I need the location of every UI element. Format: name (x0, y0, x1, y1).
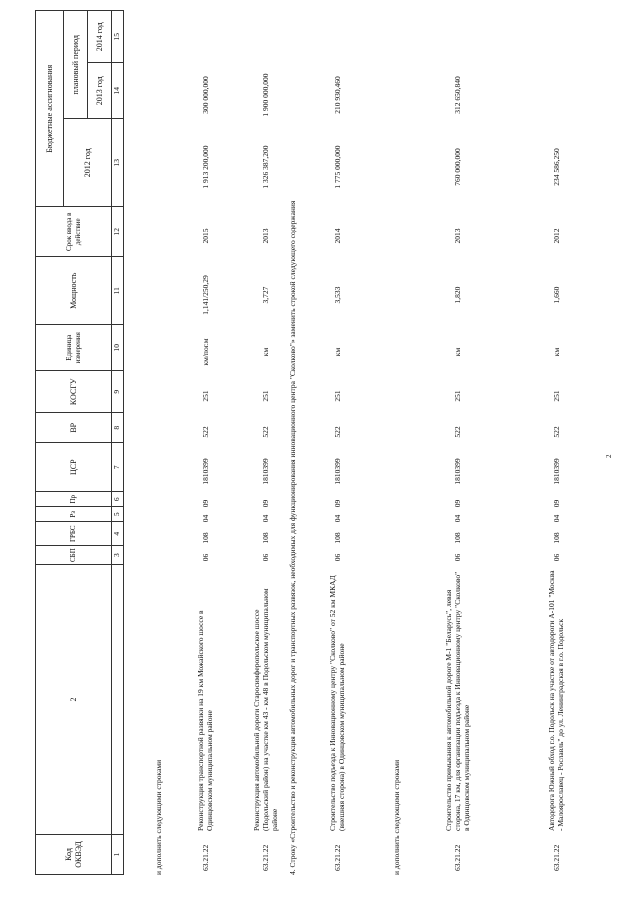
header-rz: Рз (36, 507, 112, 522)
col-number: 7 (112, 443, 124, 492)
row-rz: 04 (332, 514, 342, 523)
row-term: 2013 (452, 228, 462, 244)
row-vr: 522 (200, 426, 210, 438)
row-2013 (532, 67, 580, 123)
row-code: 63.21.22 (332, 844, 342, 871)
row-rz: 04 (260, 514, 270, 523)
row-sbp: 06 (452, 553, 462, 562)
col-number: 11 (112, 257, 124, 325)
row-sbp: 06 (332, 553, 342, 562)
header-vr: ВР (36, 413, 112, 443)
header-kosgu: КОСГУ (36, 371, 112, 413)
row-power: 1,141/250,29 (200, 275, 210, 315)
row-2012: 1 326 387,200 (260, 145, 270, 189)
row-grbs: 108 (332, 532, 342, 544)
row-name: Строительство примыкания к автомобильной дороге М-1 "Беларусь", левая сторона, 17 км, для организации подъезда к Инновационному центру "Сколково" в Одинцовском муниципальном районе (443, 571, 471, 831)
row-power: 1,820 (452, 286, 462, 304)
row-kosgu: 251 (551, 390, 561, 402)
col-number: 5 (112, 507, 124, 522)
note-item-4: 4. Строку «Строительство и реконструкция автомобильных дорог и транспортных развязок, необходимых для функционирования инновационного центра "Сколково"» заменить строкой следующего содержания (288, 200, 297, 875)
row-term: 2015 (200, 228, 210, 244)
row-unit: км/пог.м (200, 338, 210, 366)
page-number: 2 (605, 454, 613, 458)
table-row (248, 15, 282, 875)
row-2013: 300 000,000 (200, 76, 210, 114)
row-kosgu: 251 (260, 390, 270, 402)
row-kosgu: 251 (332, 390, 342, 402)
col-number: 10 (112, 325, 124, 371)
row-name: Реконструкция транспортной развязки на 19 км Можайского шоссе в Одинцовском муниципальном районе (196, 610, 214, 831)
row-pr: 09 (200, 499, 210, 508)
header-term: Срок ввода в действие (36, 207, 112, 257)
row-pr: 09 (260, 499, 270, 508)
col-number: 12 (112, 207, 124, 257)
row-csr: 1810399 (551, 458, 561, 485)
row-2014 (188, 15, 222, 67)
row-kosgu: 251 (452, 390, 462, 402)
header-sbp: СБП (36, 546, 112, 565)
row-2012: 1 913 200,000 (200, 145, 210, 189)
row-vr: 522 (551, 426, 561, 438)
row-code: 63.21.22 (260, 844, 270, 871)
col-number: 4 (112, 522, 124, 546)
table-row (188, 15, 222, 875)
header-plan: плановый период (64, 11, 88, 119)
col-number: 13 (112, 119, 124, 207)
row-code: 63.21.22 (452, 844, 462, 871)
row-pr: 09 (452, 499, 462, 508)
header-kod-okved: Код ОКВЭД (36, 835, 112, 875)
row-sbp: 06 (260, 553, 270, 562)
row-pr: 09 (551, 499, 561, 508)
row-2012: 760 000,000 (452, 148, 462, 186)
row-2013: 312 650,840 (452, 76, 462, 114)
row-2014 (320, 15, 354, 67)
row-kosgu: 251 (200, 390, 210, 402)
row-code: 63.21.22 (200, 844, 210, 871)
col-number (112, 565, 124, 835)
table-row (432, 15, 482, 875)
row-code: 63.21.22 (551, 844, 561, 871)
row-grbs: 108 (260, 532, 270, 544)
col-number: 15 (112, 11, 124, 63)
table-row (532, 15, 580, 875)
row-2014 (248, 15, 282, 67)
row-name: Автодорога Южный обход г.о. Подольск на участке от автодороги А-101 "Москва - Малоярославец - Рославль" до ул. Ленинградская в г.о. Подольск (547, 570, 565, 831)
header-budget: Бюджетные ассигнования (36, 11, 64, 207)
header-power: Мощность (36, 257, 112, 325)
note-add-rows-2: и дополнить следующими строками (392, 759, 401, 875)
row-vr: 522 (260, 426, 270, 438)
row-unit: км (332, 347, 342, 357)
row-rz: 04 (452, 514, 462, 523)
header-y2012: 2012 год (64, 119, 112, 207)
col-number: 14 (112, 63, 124, 119)
col-number: 8 (112, 413, 124, 443)
note-add-rows-1: и дополнить следующими строками (154, 759, 163, 875)
row-csr: 1810399 (332, 458, 342, 485)
row-2013: 1 900 000,000 (260, 73, 270, 117)
row-2012: 234 586,250 (551, 148, 561, 186)
row-grbs: 108 (200, 532, 210, 544)
header-table (35, 10, 124, 875)
header-name-col: 2 (36, 565, 112, 835)
row-grbs: 108 (551, 532, 561, 544)
header-pr: Пр (36, 492, 112, 507)
row-name: Строительство подъезда к Инновационному центру "Сколково" от 52 км МКАД (внешняя сторона) в Одинцовском муниципальном районе (328, 575, 346, 831)
row-power: 1,660 (551, 286, 561, 304)
row-2013: 210 930,460 (332, 76, 342, 114)
row-rz: 04 (200, 514, 210, 523)
row-sbp: 06 (200, 553, 210, 562)
col-number: 9 (112, 371, 124, 413)
row-vr: 522 (452, 426, 462, 438)
row-2014 (432, 15, 482, 67)
header-unit: Единица измерения (36, 325, 112, 371)
row-grbs: 108 (452, 532, 462, 544)
row-power: 3,727 (260, 286, 270, 304)
col-number: 6 (112, 492, 124, 507)
row-name: Реконструкция автомобильной дороги Старосимферопольское шоссе (Подольский район) на участке км 43 - км 48 в Подольском муниципальном районе (251, 588, 279, 831)
row-csr: 1810399 (452, 458, 462, 485)
row-term: 2012 (551, 228, 561, 244)
row-power: 3,533 (332, 286, 342, 304)
row-unit: км (551, 347, 561, 357)
row-unit: км (260, 347, 270, 357)
col-number: 1 (112, 835, 124, 875)
row-term: 2013 (260, 228, 270, 244)
header-grbs: ГРБС (36, 522, 112, 546)
header-csr: ЦСР (36, 443, 112, 492)
row-csr: 1810399 (200, 458, 210, 485)
row-sbp: 06 (551, 553, 561, 562)
row-2014 (532, 15, 580, 67)
row-term: 2014 (332, 228, 342, 244)
header-y2013: 2013 год (88, 63, 112, 119)
header-y2014: 2014 год (88, 11, 112, 63)
table-row (320, 15, 354, 875)
col-number: 3 (112, 546, 124, 565)
row-2012: 1 775 000,000 (332, 145, 342, 189)
row-vr: 522 (332, 426, 342, 438)
row-pr: 09 (332, 499, 342, 508)
row-rz: 04 (551, 514, 561, 523)
row-unit: км (452, 347, 462, 357)
row-csr: 1810399 (260, 458, 270, 485)
